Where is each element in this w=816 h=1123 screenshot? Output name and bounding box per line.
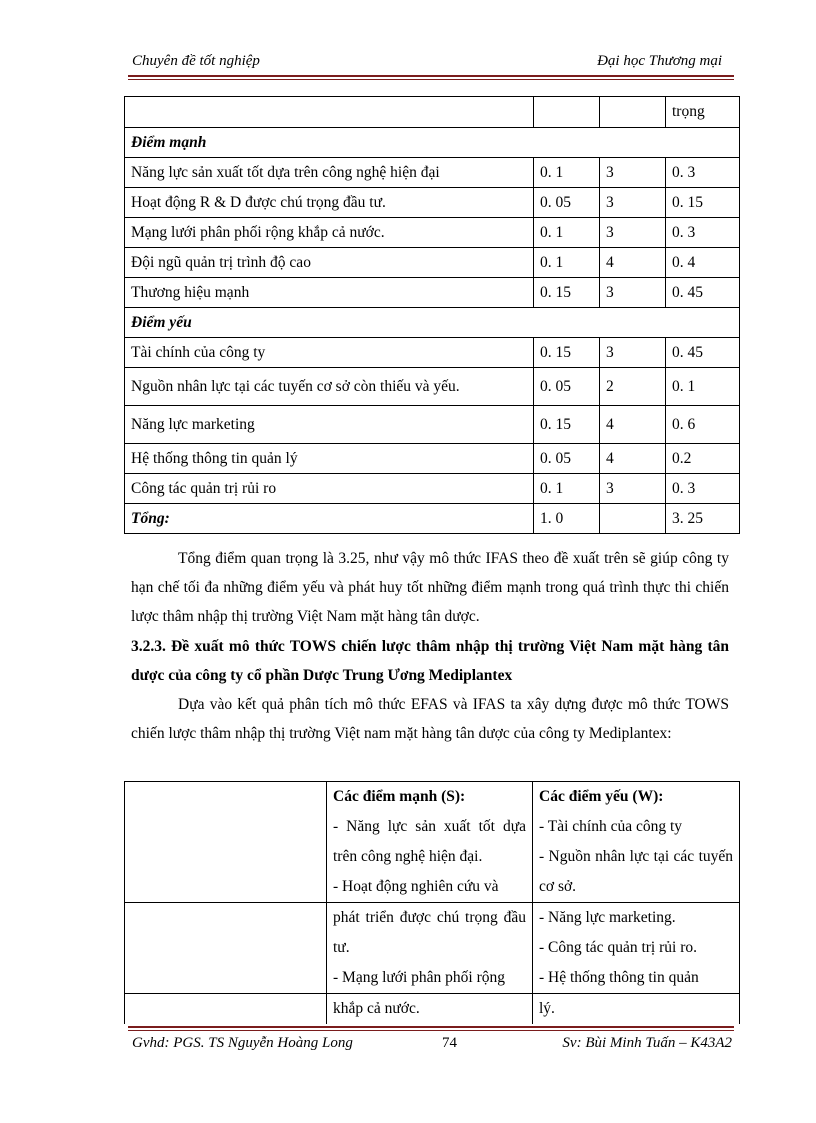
tows-corner-cell	[125, 903, 327, 994]
weight-cell: 0. 15	[534, 338, 600, 368]
tows-weaknesses-cell	[533, 782, 740, 903]
page-footer	[132, 1035, 732, 1057]
table-row	[125, 338, 740, 368]
factor-cell: Đội ngũ quản trị trình độ cao	[125, 248, 534, 278]
table-row	[125, 406, 740, 444]
score-cell: 0. 45	[666, 278, 740, 308]
page-header	[132, 53, 722, 75]
tows-strength-item: - Mạng lưới phân phối rộng	[333, 969, 506, 986]
score-cell: 0. 4	[666, 248, 740, 278]
tows-weakness-item: lý.	[539, 1000, 555, 1017]
table-row	[125, 782, 740, 903]
weight-cell: 0. 05	[534, 368, 600, 406]
rating-cell: 2	[600, 368, 666, 406]
table-row	[125, 278, 740, 308]
factor-cell: Nguồn nhân lực tại các tuyến cơ sở còn thiếu và yếu.	[125, 368, 534, 406]
tows-strengths-cell	[327, 903, 533, 994]
total-label: Tổng:	[125, 504, 534, 534]
tows-strength-item: - Hoạt động nghiên cứu và	[333, 878, 499, 895]
weight-cell: 0. 15	[534, 406, 600, 444]
factor-cell: Năng lực sản xuất tốt dựa trên công nghệ hiện đại	[125, 158, 534, 188]
score-cell: 0. 1	[666, 368, 740, 406]
header-left: Chuyên đề tốt nghiệp	[132, 53, 260, 69]
footer-rule	[128, 1026, 734, 1028]
total-score: 3. 25	[666, 504, 740, 534]
score-cell: 0. 3	[666, 474, 740, 504]
rating-cell: 4	[600, 444, 666, 474]
rating-cell: 4	[600, 406, 666, 444]
footer-rule-thin	[128, 1030, 734, 1031]
header-right: Đại học Thương mại	[597, 53, 722, 69]
tows-strengths-cell	[327, 782, 533, 903]
factor-cell: Năng lực marketing	[125, 406, 534, 444]
rating-cell: 3	[600, 188, 666, 218]
weight-cell: 0. 1	[534, 158, 600, 188]
table-row	[125, 368, 740, 406]
header-rule	[128, 75, 734, 77]
rating-cell: 3	[600, 158, 666, 188]
table-cell	[125, 97, 534, 128]
table-row	[125, 188, 740, 218]
rating-cell: 3	[600, 338, 666, 368]
tows-weakness-item: - Tài chính của công ty	[539, 818, 683, 835]
tows-weakness-item: - Năng lực marketing.	[539, 909, 676, 926]
footer-supervisor: Gvhd: PGS. TS Nguyễn Hoàng Long	[132, 1035, 353, 1051]
factor-cell: Thương hiệu mạnh	[125, 278, 534, 308]
table-row	[125, 994, 740, 1025]
factor-cell: Hệ thống thông tin quản lý	[125, 444, 534, 474]
rating-cell: 3	[600, 474, 666, 504]
factor-cell: Tài chính của công ty	[125, 338, 534, 368]
factor-cell: Mạng lưới phân phối rộng khắp cả nước.	[125, 218, 534, 248]
weight-cell: 0. 15	[534, 278, 600, 308]
factor-cell: Hoạt động R & D được chú trọng đầu tư.	[125, 188, 534, 218]
total-row	[125, 504, 740, 534]
rating-cell: 3	[600, 218, 666, 248]
intro-paragraph: Dựa vào kết quả phân tích mô thức EFAS và IFAS ta xây dựng được mô thức TOWS chiến lược thâm nhập thị trường Việt nam mặt hàng tân dược của công ty Mediplantex:	[131, 696, 729, 742]
weight-cell: 0. 1	[534, 248, 600, 278]
tows-weaknesses-cell	[533, 903, 740, 994]
tows-weaknesses-cell	[533, 994, 740, 1025]
tows-weaknesses-title: Các điểm yếu (W):	[539, 788, 664, 805]
tows-strengths-cell	[327, 994, 533, 1025]
table-row	[125, 158, 740, 188]
weaknesses-heading: Điểm yếu	[125, 308, 740, 338]
tows-weakness-item: - Công tác quản trị rủi ro.	[539, 939, 697, 956]
total-rating	[600, 504, 666, 534]
rating-cell: 4	[600, 248, 666, 278]
table-row	[125, 474, 740, 504]
score-cell: 0. 6	[666, 406, 740, 444]
section-heading: 3.2.3. Đề xuất mô thức TOWS chiến lược thâm nhập thị trường Việt Nam mặt hàng tân dược của công ty cổ phần Dược Trung Ương Mediplantex	[131, 638, 729, 684]
score-cell: 0. 45	[666, 338, 740, 368]
score-cell: 0. 15	[666, 188, 740, 218]
tows-table	[124, 781, 740, 1024]
tows-corner-cell	[125, 994, 327, 1025]
table-row	[125, 444, 740, 474]
total-weight: 1. 0	[534, 504, 600, 534]
table-row	[125, 128, 740, 158]
strengths-heading: Điểm mạnh	[125, 128, 740, 158]
table-cell	[534, 97, 600, 128]
table-row	[125, 308, 740, 338]
weight-cell: 0. 05	[534, 188, 600, 218]
tows-corner-cell	[125, 782, 327, 903]
tows-strength-item: phát triển được chú trọng đầu tư.	[333, 909, 526, 956]
summary-paragraph: Tổng điểm quan trọng là 3.25, như vậy mô thức IFAS theo đề xuất trên sẽ giúp công ty hạn chế tối đa những điểm yếu và phát huy tốt những điểm mạnh trong quá trình thực thi chiến lược thâm nhập thị trường Việt Nam mặt hàng tân dược.	[131, 550, 729, 625]
score-cell: 0.2	[666, 444, 740, 474]
weight-cell: 0. 1	[534, 218, 600, 248]
tows-weakness-item: - Nguồn nhân lực tại các tuyến cơ sở.	[539, 848, 733, 895]
tows-weakness-item: - Hệ thống thông tin quản	[539, 969, 699, 986]
weight-cell: 0. 1	[534, 474, 600, 504]
tows-strengths-title: Các điểm mạnh (S):	[333, 788, 466, 805]
ifas-table	[124, 96, 740, 534]
weight-cell: 0. 05	[534, 444, 600, 474]
table-row	[125, 248, 740, 278]
header-rule-thin	[128, 79, 734, 80]
table-cell: trọng	[666, 97, 740, 128]
tows-strength-item: - Năng lực sản xuất tốt dựa trên công nghệ hiện đại.	[333, 818, 526, 865]
tows-strength-item: khắp cả nước.	[333, 1000, 420, 1017]
score-cell: 0. 3	[666, 218, 740, 248]
table-cell	[600, 97, 666, 128]
table-row	[125, 97, 740, 128]
page-number: 74	[442, 1035, 457, 1051]
footer-student: Sv: Bùi Minh Tuấn – K43A2	[562, 1035, 732, 1051]
score-cell: 0. 3	[666, 158, 740, 188]
table-row	[125, 218, 740, 248]
rating-cell: 3	[600, 278, 666, 308]
factor-cell: Công tác quản trị rủi ro	[125, 474, 534, 504]
table-row	[125, 903, 740, 994]
